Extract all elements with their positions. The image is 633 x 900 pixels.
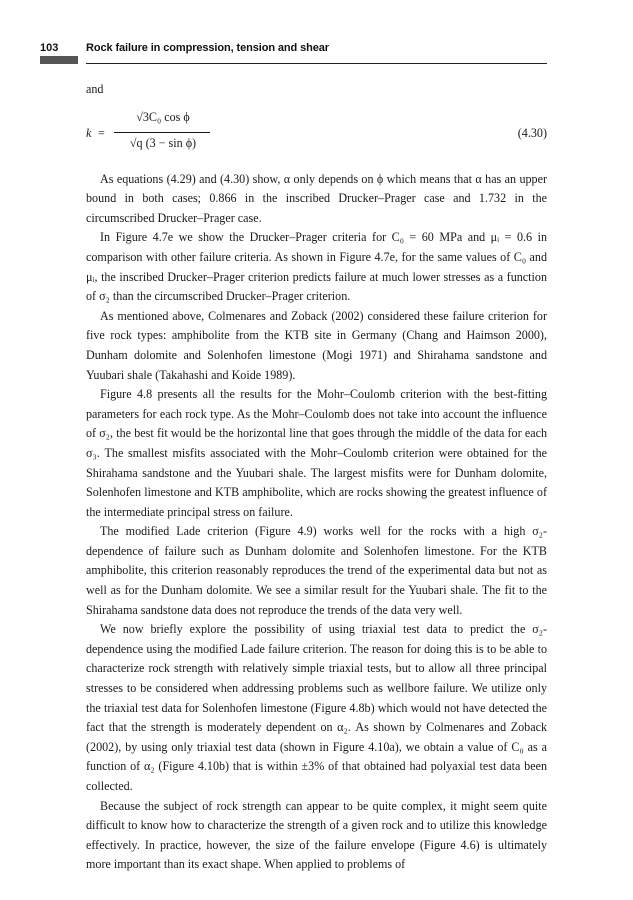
equation-lhs: k xyxy=(86,125,92,140)
body-text xyxy=(86,80,547,875)
page-number: 103 xyxy=(40,42,59,54)
intro-word: and xyxy=(86,82,104,96)
page-number-bar xyxy=(40,56,78,64)
paragraph-5: The modified Lade criterion (Figure 4.9) works well for the rocks with a high σ₂-dependence of failure such as Dunham dolomite and Solenhofen limestone. For the KTB amphibolite, this criterion reasonably reproduces the trend of the experimental data but not as well as for the Dunham dolomite. We see a similar result for the Yuubari shale. The fit to the Shirahama sandstone data does not reproduce the trends of the data very well. xyxy=(86,524,547,617)
paragraph-3: As mentioned above, Colmenares and Zoback (2002) considered these failure criterion for five rock types: amphibolite from the KTB site in Germany (Chang and Haimson 2000), Dunham dolomite and Solenhofen limestone (Mogi 1971) and Shirahama sandstone and Yuubari shale (Takahashi and Koide 1989). xyxy=(86,308,547,382)
paragraph-1: As equations (4.29) and (4.30) show, α only depends on ϕ which means that α has an upper bound in both cases; 0.866 in the inscribed Drucker–Prager case and 1.732 in the circumscribed Drucker–Prager case. xyxy=(86,171,547,225)
paragraph-4: Figure 4.8 presents all the results for the Mohr–Coulomb criterion with the best-fitting parameters for each rock type. As the Mohr–Coulomb does not take into account the influence of σ₂, the best fit would be the horizontal line that goes through the middle of the data for each σ₃. The smallest misfits associated with the Mohr–Coulomb criterion were obtained for the Shirahama sandstone and the Yuubari shale. The largest misfits were for Dunham dolomite, Solenhofen limestone and KTB amphibolite, which are rocks showing the greatest influence of the intermediate principal stress on failure. xyxy=(86,387,547,519)
paragraph-6: We now briefly explore the possibility of using triaxial test data to predict the σ₂-dependence using the modified Lade failure criterion. The reason for doing this is to be able to characterize rock strength with relatively simple triaxial tests, but to allow all three principal stresses to be considered when addressing problems such as wellbore failure. We utilize only the triaxial test data for Solenhofen limestone (Figure 4.8b) which would not have detected the fact that the strength is moderately dependent on α₂. As shown by Colmenares and Zoback (2002), by using only triaxial test data (shown in Figure 4.10a), we obtain a value of C₀ as a function of α₂ (Figure 4.10b) that is within ±3% of that obtained had polyaxial test data been collected. xyxy=(86,622,547,793)
equation-label: (4.30) xyxy=(517,125,547,140)
equation-numerator: √3C₀ cos ϕ xyxy=(136,109,190,124)
equation-equals: = xyxy=(98,125,105,140)
equation-denominator: √q (3 − sin ϕ) xyxy=(129,135,197,150)
paragraph-2: In Figure 4.7e we show the Drucker–Prager criteria for C₀ = 60 MPa and μᵢ = 0.6 in comparison with other failure criteria. As shown in Figure 4.7e, for the same values of C₀ and μᵢ, the inscribed Drucker–Prager criterion predicts failure at much lower stresses as a function of σ₂ than the circumscribed Drucker–Prager criterion. xyxy=(86,230,547,304)
paragraph-7: Because the subject of rock strength can appear to be quite complex, it might seem quite difficult to know how to characterize the strength of a given rock and to utilize this knowledge effectively. In practice, however, the size of the failure envelope (Figure 4.6) is ultimately more important than its exact shape. When applied to problems of xyxy=(86,798,547,872)
fraction-bar xyxy=(114,132,210,133)
running-title: Rock failure in compression, tension and shear xyxy=(86,42,329,54)
equation-4-30 xyxy=(86,102,547,160)
header-rule xyxy=(86,63,547,64)
